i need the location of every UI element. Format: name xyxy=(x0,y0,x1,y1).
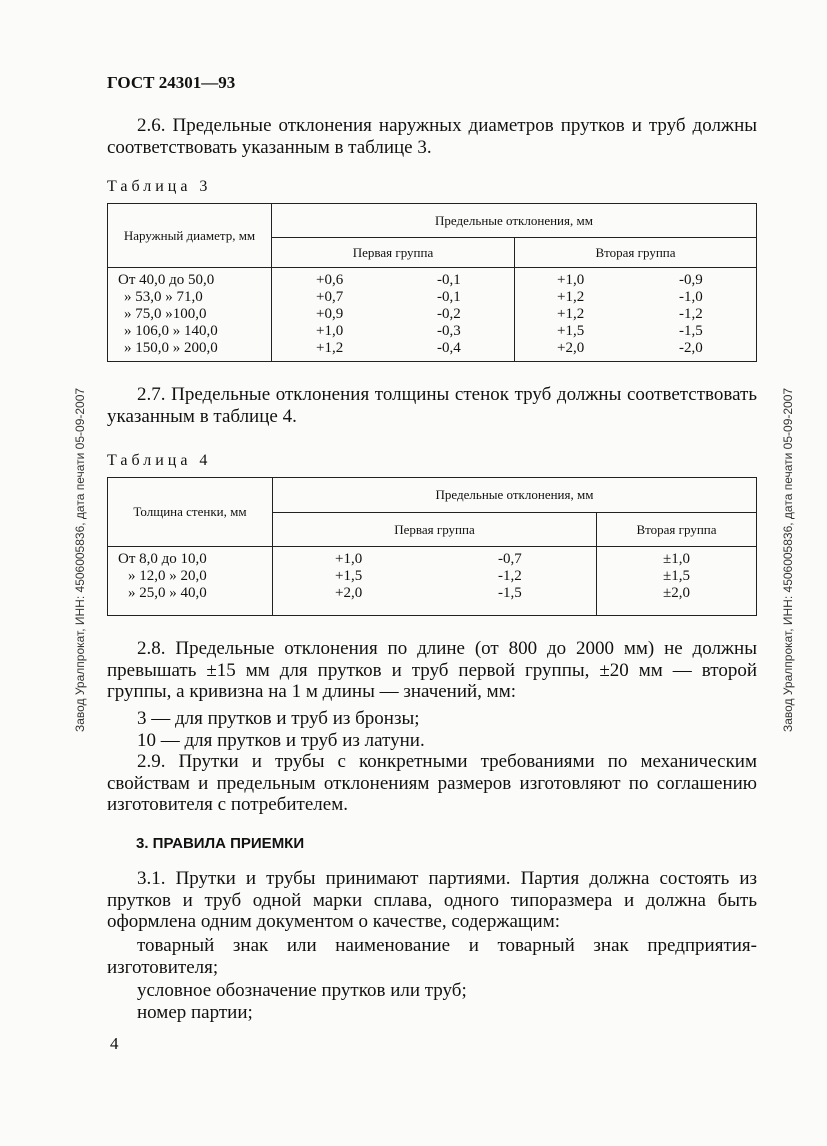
table-cell: +1,2 xyxy=(316,340,344,356)
table-cell: -0,3 xyxy=(437,323,461,339)
table-3-second-group-header: Вторая группа xyxy=(515,238,757,268)
table-4-col-thickness-header: Толщина стенки, мм xyxy=(108,478,273,547)
table-row: » 150,0 » 200,0 xyxy=(124,340,218,356)
paragraph-3-1-item-designation: условное обозначение прутков или труб; xyxy=(137,980,467,1001)
table-3-deviation-header: Предельные отклонения, мм xyxy=(272,204,757,238)
table-cell: -1,2 xyxy=(679,306,703,322)
side-stamp-left: Завод Уралпрокат, ИНН: 4506005836, дата печати 05-09-2007 xyxy=(73,387,87,733)
table-cell: ±1,0 xyxy=(663,551,690,567)
table-cell: +1,0 xyxy=(557,272,585,288)
table-row: От 8,0 до 10,0 xyxy=(118,551,207,567)
paragraph-2-6: 2.6. Предельные отклонения наружных диаметров прутков и труб должны соответствовать указанным в таблице 3. xyxy=(107,115,757,158)
table-cell: ±2,0 xyxy=(663,585,690,601)
paragraph-2-8: 2.8. Предельные отклонения по длине (от 800 до 2000 мм) не должны превышать ±15 мм для прутков и труб первой группы, ±20 мм — второй группы, а кривизна на 1 м длины — значений, мм: xyxy=(107,638,757,702)
paragraph-3-1-item-trademark: товарный знак или наименование и товарный знак предприятия-изготовителя; xyxy=(107,935,757,978)
table-cell: +1,5 xyxy=(335,568,363,584)
table-3-col-diameter-header: Наружный диаметр, мм xyxy=(108,204,272,268)
paragraph-3-1-item-batch: номер партии; xyxy=(137,1002,253,1023)
table-row: » 75,0 »100,0 xyxy=(124,306,207,322)
table-cell: -0,4 xyxy=(437,340,461,356)
table-cell: -0,1 xyxy=(437,272,461,288)
table-cell: +2,0 xyxy=(335,585,363,601)
table-cell: -2,0 xyxy=(679,340,703,356)
table-cell: -1,0 xyxy=(679,289,703,305)
table-cell: -0,7 xyxy=(498,551,522,567)
table-cell: -1,5 xyxy=(679,323,703,339)
table-3-caption: Таблица 3 xyxy=(107,178,212,195)
table-cell: -1,2 xyxy=(498,568,522,584)
table-row: » 53,0 » 71,0 xyxy=(124,289,203,305)
table-cell: -0,9 xyxy=(679,272,703,288)
paragraph-2-7: 2.7. Предельные отклонения толщины стенок труб должны соответствовать указанным в таблице 4. xyxy=(107,384,757,427)
table-cell: +1,0 xyxy=(316,323,344,339)
table-4-deviation-header: Предельные отклонения, мм xyxy=(273,478,757,513)
table-cell: +1,5 xyxy=(557,323,585,339)
table-cell: +0,9 xyxy=(316,306,344,322)
table-row: » 106,0 » 140,0 xyxy=(124,323,218,339)
table-cell: ±1,5 xyxy=(663,568,690,584)
table-4-second-group-header: Вторая группа xyxy=(597,513,757,547)
table-row: » 12,0 » 20,0 xyxy=(128,568,207,584)
table-cell: -0,2 xyxy=(437,306,461,322)
table-cell: +1,2 xyxy=(557,289,585,305)
paragraph-2-8-item-brass: 10 — для прутков и труб из латуни. xyxy=(137,730,425,751)
side-stamp-right: Завод Уралпрокат, ИНН: 4506005836, дата печати 05-09-2007 xyxy=(781,387,795,733)
paragraph-2-9: 2.9. Прутки и трубы с конкретными требованиями по механическим свойствам и предельным отклонениям размеров изготовляют по соглашению изготовителя с потребителем. xyxy=(107,751,757,815)
paragraph-2-8-item-bronze: 3 — для прутков и труб из бронзы; xyxy=(137,708,420,729)
table-cell: +1,0 xyxy=(335,551,363,567)
table-3 xyxy=(107,203,757,362)
paragraph-3-1: 3.1. Прутки и трубы принимают партиями. Партия должна состоять из прутков и труб одной марки сплава, одного типоразмера и должна быть оформлена одним документом о качестве, содержащим: xyxy=(107,868,757,932)
section-3-heading: 3. ПРАВИЛА ПРИЕМКИ xyxy=(136,835,305,852)
table-cell: +0,7 xyxy=(316,289,344,305)
page-number: 4 xyxy=(110,1034,119,1053)
table-cell: +2,0 xyxy=(557,340,585,356)
document-header: ГОСТ 24301—93 xyxy=(107,73,236,92)
table-3-first-group-header: Первая группа xyxy=(272,238,515,268)
table-cell: +0,6 xyxy=(316,272,344,288)
table-cell: -0,1 xyxy=(437,289,461,305)
table-4 xyxy=(107,477,757,616)
table-cell: -1,5 xyxy=(498,585,522,601)
table-row: От 40,0 до 50,0 xyxy=(118,272,215,288)
table-4-first-group-header: Первая группа xyxy=(273,513,597,547)
table-4-caption: Таблица 4 xyxy=(107,452,212,469)
table-cell: +1,2 xyxy=(557,306,585,322)
table-row: » 25,0 » 40,0 xyxy=(128,585,207,601)
